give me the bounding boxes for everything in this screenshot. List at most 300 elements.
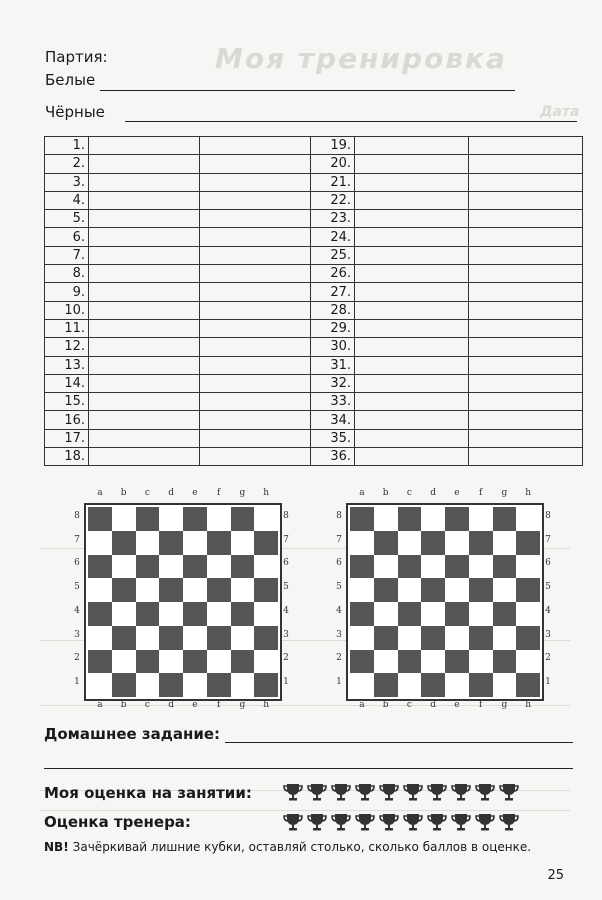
file-label: c	[144, 700, 150, 710]
black-move-cell[interactable]	[200, 393, 311, 411]
board-square[interactable]	[159, 673, 183, 697]
black-label: Чёрные	[45, 103, 105, 121]
table-row	[45, 228, 583, 246]
board-square[interactable]	[231, 507, 255, 531]
move-number: 35.	[311, 429, 355, 447]
black-move-cell[interactable]	[200, 356, 311, 374]
board-square[interactable]	[159, 578, 183, 602]
board-square[interactable]	[374, 626, 398, 650]
board-square[interactable]	[231, 531, 255, 555]
move-number: 1.	[45, 137, 89, 155]
board-square[interactable]	[254, 507, 278, 531]
black-move-cell[interactable]	[200, 411, 311, 429]
move-number: 24.	[311, 228, 355, 246]
white-move-cell[interactable]	[89, 374, 200, 392]
score-table	[44, 136, 583, 466]
white-move-cell[interactable]	[355, 338, 469, 356]
trophy-icon[interactable]	[426, 812, 448, 832]
table-row	[45, 283, 583, 301]
white-move-cell[interactable]	[89, 429, 200, 447]
black-move-cell[interactable]	[200, 210, 311, 228]
trophy-icon[interactable]	[450, 782, 472, 802]
black-move-cell[interactable]	[200, 173, 311, 191]
white-move-cell[interactable]	[89, 191, 200, 209]
board-square[interactable]	[112, 555, 136, 579]
white-move-cell[interactable]	[355, 210, 469, 228]
board-square[interactable]	[445, 507, 469, 531]
file-label: e	[454, 700, 460, 710]
table-row	[45, 356, 583, 374]
board-square[interactable]	[421, 531, 445, 555]
trophy-icon[interactable]	[354, 812, 376, 832]
board-square[interactable]	[112, 650, 136, 674]
board-square[interactable]	[112, 626, 136, 650]
file-label: f	[478, 700, 483, 710]
move-number: 3.	[45, 173, 89, 191]
board-square[interactable]	[254, 673, 278, 697]
board-square[interactable]	[183, 673, 207, 697]
board-square[interactable]	[493, 626, 517, 650]
game-label: Партия:	[45, 48, 108, 66]
black-move-cell[interactable]	[469, 173, 583, 191]
board-square[interactable]	[421, 650, 445, 674]
white-move-cell[interactable]	[355, 429, 469, 447]
board-square[interactable]	[374, 673, 398, 697]
note	[44, 840, 531, 854]
board-square[interactable]	[469, 626, 493, 650]
black-move-cell[interactable]	[469, 411, 583, 429]
board-square[interactable]	[516, 673, 540, 697]
board-square[interactable]	[350, 555, 374, 579]
white-move-cell[interactable]	[89, 137, 200, 155]
black-move-cell[interactable]	[200, 283, 311, 301]
rank-label: 8	[74, 510, 80, 521]
board-square[interactable]	[469, 650, 493, 674]
move-number: 12.	[45, 338, 89, 356]
white-move-cell[interactable]	[355, 173, 469, 191]
move-number: 30.	[311, 338, 355, 356]
trophy-icon[interactable]	[378, 812, 400, 832]
board-square[interactable]	[207, 602, 231, 626]
board-square[interactable]	[350, 650, 374, 674]
move-number: 29.	[311, 319, 355, 337]
board-square[interactable]	[254, 602, 278, 626]
board-square[interactable]	[183, 650, 207, 674]
trophy-icon[interactable]	[498, 782, 520, 802]
table-row	[45, 246, 583, 264]
rank-label: 8	[283, 510, 289, 521]
board-square[interactable]	[207, 626, 231, 650]
rank-label: 1	[545, 677, 551, 688]
board-square[interactable]	[374, 555, 398, 579]
move-number: 2.	[45, 155, 89, 173]
file-label: h	[263, 488, 270, 498]
board-frame	[346, 503, 544, 701]
board-square[interactable]	[374, 507, 398, 531]
black-move-cell[interactable]	[200, 448, 311, 466]
board-square[interactable]	[254, 626, 278, 650]
black-player-line[interactable]	[125, 121, 577, 122]
board-square[interactable]	[398, 673, 422, 697]
board-square[interactable]	[469, 602, 493, 626]
board-square[interactable]	[159, 602, 183, 626]
black-move-cell[interactable]	[469, 393, 583, 411]
black-move-cell[interactable]	[200, 155, 311, 173]
board-square[interactable]	[136, 578, 160, 602]
move-number: 18.	[45, 448, 89, 466]
trophy-icon[interactable]	[402, 812, 424, 832]
rank-label: 4	[336, 605, 342, 616]
board-square[interactable]	[136, 626, 160, 650]
board-square[interactable]	[183, 555, 207, 579]
board-square[interactable]	[207, 507, 231, 531]
board-square[interactable]	[112, 507, 136, 531]
board-square[interactable]	[398, 626, 422, 650]
board-square[interactable]	[421, 578, 445, 602]
board-square[interactable]	[421, 626, 445, 650]
board-square[interactable]	[136, 650, 160, 674]
board-square[interactable]	[350, 673, 374, 697]
file-label: a	[97, 700, 103, 710]
board-square[interactable]	[469, 555, 493, 579]
trophy-icon[interactable]	[330, 782, 352, 802]
white-move-cell[interactable]	[355, 228, 469, 246]
board-square[interactable]	[350, 531, 374, 555]
board-square[interactable]	[445, 602, 469, 626]
white-move-cell[interactable]	[89, 265, 200, 283]
board-square[interactable]	[254, 531, 278, 555]
white-move-cell[interactable]	[89, 338, 200, 356]
white-move-cell[interactable]	[89, 210, 200, 228]
board-square[interactable]	[374, 531, 398, 555]
board-square[interactable]	[254, 578, 278, 602]
board-square[interactable]	[231, 555, 255, 579]
board-square[interactable]	[88, 507, 112, 531]
black-move-cell[interactable]	[200, 265, 311, 283]
black-move-cell[interactable]	[469, 155, 583, 173]
white-move-cell[interactable]	[89, 283, 200, 301]
rank-label: 6	[74, 558, 80, 569]
coach-grade-cups	[282, 812, 520, 832]
board-square[interactable]	[350, 626, 374, 650]
board-square[interactable]	[254, 650, 278, 674]
board-square[interactable]	[136, 507, 160, 531]
board-square[interactable]	[88, 602, 112, 626]
homework-line[interactable]	[225, 742, 573, 743]
board-square[interactable]	[231, 650, 255, 674]
board-square[interactable]	[374, 578, 398, 602]
board-square[interactable]	[350, 578, 374, 602]
move-number: 27.	[311, 283, 355, 301]
rank-label: 5	[545, 582, 551, 593]
board-square[interactable]	[445, 650, 469, 674]
rank-label: 3	[74, 629, 80, 640]
ghost-title: Моя тренировка	[215, 42, 507, 75]
white-move-cell[interactable]	[355, 301, 469, 319]
board-square[interactable]	[516, 531, 540, 555]
board-square[interactable]	[231, 578, 255, 602]
rank-label: 5	[336, 582, 342, 593]
white-move-cell[interactable]	[355, 374, 469, 392]
board-square[interactable]	[516, 507, 540, 531]
trophy-icon[interactable]	[378, 782, 400, 802]
white-move-cell[interactable]	[89, 411, 200, 429]
rank-label: 5	[74, 582, 80, 593]
board-square[interactable]	[469, 507, 493, 531]
white-move-cell[interactable]	[89, 228, 200, 246]
board-square[interactable]	[159, 531, 183, 555]
black-move-cell[interactable]	[469, 301, 583, 319]
board-square[interactable]	[493, 673, 517, 697]
board-square[interactable]	[398, 602, 422, 626]
black-move-cell[interactable]	[200, 319, 311, 337]
black-move-cell[interactable]	[469, 210, 583, 228]
rank-label: 5	[283, 582, 289, 593]
black-move-cell[interactable]	[200, 246, 311, 264]
board-square[interactable]	[159, 507, 183, 531]
board-square[interactable]	[136, 531, 160, 555]
move-number: 32.	[311, 374, 355, 392]
black-move-cell[interactable]	[469, 283, 583, 301]
move-number: 21.	[311, 173, 355, 191]
table-row	[45, 319, 583, 337]
board-square[interactable]	[445, 673, 469, 697]
board-square[interactable]	[112, 673, 136, 697]
white-move-cell[interactable]	[355, 246, 469, 264]
board-square[interactable]	[516, 555, 540, 579]
move-number: 6.	[45, 228, 89, 246]
black-move-cell[interactable]	[469, 448, 583, 466]
board-square[interactable]	[183, 602, 207, 626]
board-square[interactable]	[445, 555, 469, 579]
board-square[interactable]	[493, 578, 517, 602]
file-label: f	[478, 488, 483, 498]
black-move-cell[interactable]	[469, 356, 583, 374]
file-label: d	[430, 700, 436, 710]
white-move-cell[interactable]	[355, 319, 469, 337]
file-label: h	[263, 700, 270, 710]
move-number: 16.	[45, 411, 89, 429]
table-row	[45, 411, 583, 429]
white-move-cell[interactable]	[355, 265, 469, 283]
board-square[interactable]	[88, 626, 112, 650]
rank-label: 4	[283, 605, 289, 616]
move-number: 25.	[311, 246, 355, 264]
board-square[interactable]	[136, 602, 160, 626]
white-move-cell[interactable]	[355, 155, 469, 173]
board-square[interactable]	[88, 531, 112, 555]
board-square[interactable]	[207, 578, 231, 602]
trophy-icon[interactable]	[450, 812, 472, 832]
trophy-icon[interactable]	[282, 812, 304, 832]
black-move-cell[interactable]	[200, 191, 311, 209]
table-row	[45, 301, 583, 319]
board-square[interactable]	[469, 531, 493, 555]
note-text: Зачёркивай лишние кубки, оставляй столько, сколько баллов в оценке.	[72, 840, 532, 854]
trophy-icon[interactable]	[426, 782, 448, 802]
my-grade-cups	[282, 782, 520, 802]
white-move-cell[interactable]	[355, 393, 469, 411]
black-move-cell[interactable]	[200, 374, 311, 392]
board-square[interactable]	[493, 531, 517, 555]
move-number: 8.	[45, 265, 89, 283]
white-move-cell[interactable]	[355, 137, 469, 155]
move-number: 20.	[311, 155, 355, 173]
board-square[interactable]	[231, 673, 255, 697]
board-square[interactable]	[112, 531, 136, 555]
board-square[interactable]	[421, 555, 445, 579]
board-square[interactable]	[183, 531, 207, 555]
rank-label: 2	[283, 653, 289, 664]
board-square[interactable]	[183, 507, 207, 531]
move-number: 19.	[311, 137, 355, 155]
black-move-cell[interactable]	[200, 301, 311, 319]
board-square[interactable]	[516, 602, 540, 626]
black-move-cell[interactable]	[469, 246, 583, 264]
board-square[interactable]	[493, 602, 517, 626]
homework-line-2[interactable]	[44, 768, 573, 769]
file-label: e	[192, 488, 198, 498]
trophy-icon[interactable]	[402, 782, 424, 802]
board-square[interactable]	[112, 602, 136, 626]
board-square[interactable]	[231, 626, 255, 650]
move-number: 26.	[311, 265, 355, 283]
move-number: 23.	[311, 210, 355, 228]
trophy-icon[interactable]	[474, 812, 496, 832]
trophy-icon[interactable]	[474, 782, 496, 802]
black-move-cell[interactable]	[200, 228, 311, 246]
white-move-cell[interactable]	[89, 393, 200, 411]
rank-label: 3	[545, 629, 551, 640]
move-number: 33.	[311, 393, 355, 411]
white-move-cell[interactable]	[89, 319, 200, 337]
board-square[interactable]	[350, 507, 374, 531]
board-square[interactable]	[231, 602, 255, 626]
board-square[interactable]	[183, 626, 207, 650]
trophy-icon[interactable]	[354, 782, 376, 802]
file-label: d	[168, 700, 174, 710]
black-move-cell[interactable]	[469, 265, 583, 283]
board-square[interactable]	[421, 507, 445, 531]
move-number: 11.	[45, 319, 89, 337]
trophy-icon[interactable]	[330, 812, 352, 832]
board-square[interactable]	[445, 626, 469, 650]
white-move-cell[interactable]	[89, 246, 200, 264]
move-number: 34.	[311, 411, 355, 429]
rank-label: 1	[336, 677, 342, 688]
white-move-cell[interactable]	[89, 448, 200, 466]
black-move-cell[interactable]	[200, 338, 311, 356]
white-move-cell[interactable]	[89, 301, 200, 319]
white-move-cell[interactable]	[355, 356, 469, 374]
board-square[interactable]	[183, 578, 207, 602]
black-move-cell[interactable]	[469, 374, 583, 392]
board-square[interactable]	[88, 650, 112, 674]
file-label: a	[359, 700, 365, 710]
board-square[interactable]	[398, 531, 422, 555]
black-move-cell[interactable]	[469, 319, 583, 337]
move-number: 17.	[45, 429, 89, 447]
black-move-cell[interactable]	[200, 429, 311, 447]
black-move-cell[interactable]	[469, 228, 583, 246]
board-square[interactable]	[398, 650, 422, 674]
board-square[interactable]	[445, 531, 469, 555]
file-label: b	[382, 700, 389, 710]
white-move-cell[interactable]	[89, 356, 200, 374]
rank-label: 6	[283, 558, 289, 569]
board-square[interactable]	[493, 650, 517, 674]
board-square[interactable]	[350, 602, 374, 626]
table-row	[45, 429, 583, 447]
board-square[interactable]	[207, 531, 231, 555]
board-square[interactable]	[159, 626, 183, 650]
board-square[interactable]	[493, 555, 517, 579]
board-square[interactable]	[421, 673, 445, 697]
board-square[interactable]	[112, 578, 136, 602]
white-move-cell[interactable]	[355, 191, 469, 209]
white-move-cell[interactable]	[89, 173, 200, 191]
trophy-icon[interactable]	[306, 812, 328, 832]
black-move-cell[interactable]	[469, 338, 583, 356]
black-move-cell[interactable]	[469, 137, 583, 155]
board-square[interactable]	[421, 602, 445, 626]
board-square[interactable]	[88, 555, 112, 579]
board-square[interactable]	[398, 555, 422, 579]
white-move-cell[interactable]	[355, 283, 469, 301]
rank-label: 7	[74, 534, 80, 545]
trophy-icon[interactable]	[498, 812, 520, 832]
board-square[interactable]	[516, 578, 540, 602]
board-square[interactable]	[493, 507, 517, 531]
rank-label: 6	[545, 558, 551, 569]
trophy-icon[interactable]	[282, 782, 304, 802]
white-move-cell[interactable]	[355, 411, 469, 429]
black-move-cell[interactable]	[200, 137, 311, 155]
board-square[interactable]	[374, 650, 398, 674]
black-move-cell[interactable]	[469, 191, 583, 209]
page-number: 25	[547, 868, 564, 883]
board-square[interactable]	[398, 578, 422, 602]
board-square[interactable]	[88, 578, 112, 602]
trophy-icon[interactable]	[306, 782, 328, 802]
move-number: 9.	[45, 283, 89, 301]
board-square[interactable]	[374, 602, 398, 626]
board-square[interactable]	[469, 673, 493, 697]
rank-label: 3	[283, 629, 289, 640]
board-square[interactable]	[159, 555, 183, 579]
board-square[interactable]	[136, 673, 160, 697]
white-player-line[interactable]	[100, 90, 515, 91]
board-square[interactable]	[207, 673, 231, 697]
board-square[interactable]	[516, 650, 540, 674]
board-square[interactable]	[207, 555, 231, 579]
rank-label: 4	[74, 605, 80, 616]
board-square[interactable]	[136, 555, 160, 579]
board-square[interactable]	[469, 578, 493, 602]
board-square[interactable]	[398, 507, 422, 531]
black-move-cell[interactable]	[469, 429, 583, 447]
file-label: b	[120, 700, 127, 710]
board-square[interactable]	[445, 578, 469, 602]
board-square[interactable]	[516, 626, 540, 650]
board-square[interactable]	[207, 650, 231, 674]
board-square[interactable]	[159, 650, 183, 674]
board-square[interactable]	[88, 673, 112, 697]
board-square[interactable]	[254, 555, 278, 579]
file-label: b	[382, 488, 389, 498]
white-move-cell[interactable]	[355, 448, 469, 466]
white-move-cell[interactable]	[89, 155, 200, 173]
